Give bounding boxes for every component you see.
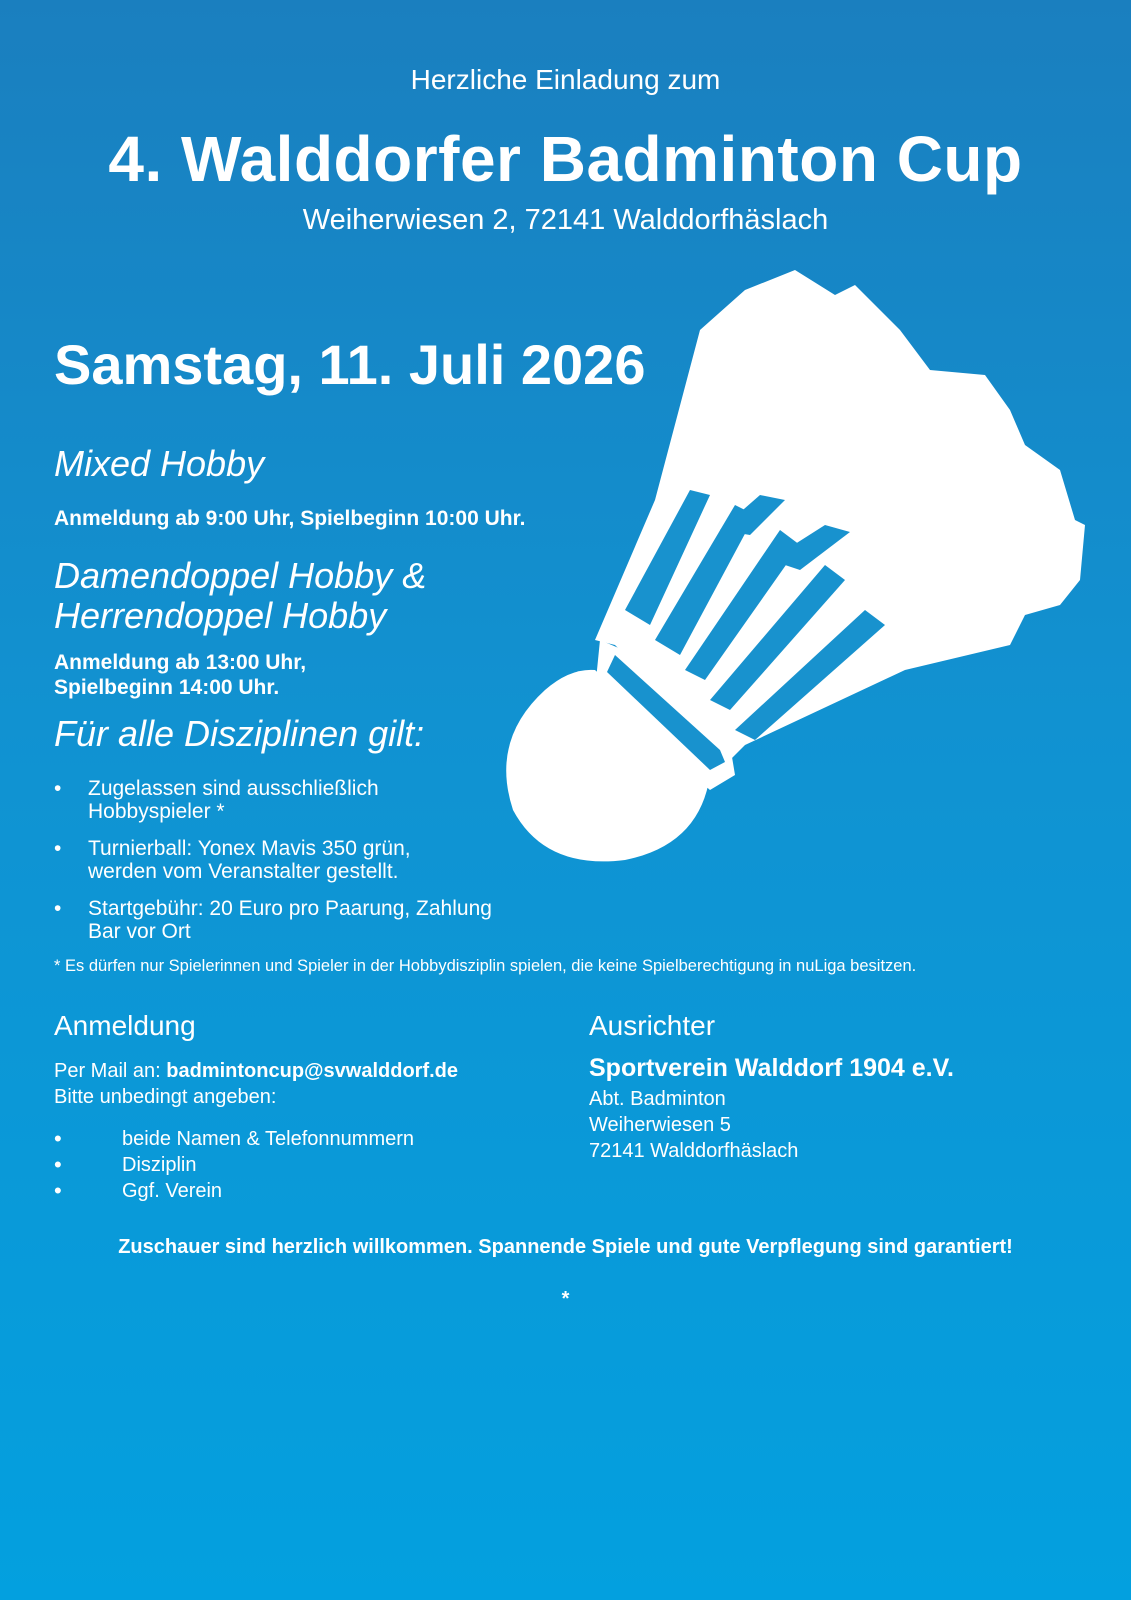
registration-item xyxy=(54,1178,222,1204)
rule-text xyxy=(88,897,492,943)
venue-address: Weiherwiesen 2, 72141 Walddorfhäslach xyxy=(302,204,829,236)
rule-line: Turnierball: Yonex Mavis 350 grün, xyxy=(88,837,411,860)
rule-line: werden vom Veranstalter gestellt. xyxy=(88,860,399,883)
discipline-name-line: Damendoppel Hobby & xyxy=(54,555,427,596)
organizer-street: Weiherwiesen 5 xyxy=(589,1114,731,1136)
organizer-city: 72141 Walddorfhäslach xyxy=(589,1140,799,1162)
event-date: Samstag, 11. Juli 2026 xyxy=(54,333,646,396)
rule-line: Zugelassen sind ausschließlich xyxy=(88,777,379,800)
rules-footnote: * Es dürfen nur Spielerinnen und Spieler in der Hobbydisziplin spielen, die keine Spielberechtigung in nuLiga besitzen. xyxy=(54,957,917,975)
invite-line: Herzliche Einladung zum xyxy=(410,64,721,95)
discipline-name xyxy=(54,556,426,636)
bullet-icon: • xyxy=(54,777,62,800)
schedule-line: Anmeldung ab 13:00 Uhr, xyxy=(54,651,307,674)
schedule-line: Spielbeginn 14:00 Uhr. xyxy=(54,676,280,699)
organizer-department: Abt. Badminton xyxy=(589,1088,726,1110)
rules-heading: Für alle Disziplinen gilt: xyxy=(54,713,425,754)
rule-line: Bar vor Ort xyxy=(88,920,191,943)
discipline-name-line: Herrendoppel Hobby xyxy=(54,595,387,636)
registration-item xyxy=(54,1152,196,1178)
registration-item-text: beide Namen & Telefonnummern xyxy=(122,1128,415,1150)
rule-line: Hobbyspieler * xyxy=(88,800,225,823)
mail-address-link[interactable]: badmintoncup@svwalddorf.de xyxy=(166,1060,459,1082)
closing-note: Zuschauer sind herzlich willkommen. Spannende Spiele und gute Verpflegung sind garantiert! xyxy=(118,1236,1013,1258)
bullet-icon: • xyxy=(54,1152,62,1177)
registration-item xyxy=(54,1126,414,1152)
bullet-icon: • xyxy=(54,1178,62,1203)
bullet-icon: • xyxy=(54,1126,62,1151)
registration-heading: Anmeldung xyxy=(54,1010,196,1041)
registration-item-text: Ggf. Verein xyxy=(122,1180,223,1202)
rule-line: Startgebühr: 20 Euro pro Paarung, Zahlung xyxy=(88,897,492,920)
organizer-heading: Ausrichter xyxy=(589,1010,716,1041)
bullet-icon: • xyxy=(54,837,62,860)
rule-item xyxy=(54,897,554,943)
discipline-schedule: Anmeldung ab 9:00 Uhr, Spielbeginn 10:00 Uhr. xyxy=(54,507,526,530)
registration-hint: Bitte unbedingt angeben: xyxy=(54,1086,277,1108)
rule-text xyxy=(88,777,379,823)
organizer-name: Sportverein Walddorf 1904 e.V. xyxy=(589,1054,954,1082)
discipline-schedule xyxy=(54,650,306,700)
bullet-icon: • xyxy=(54,897,62,920)
event-title: 4. Walddorfer Badminton Cup xyxy=(108,123,1023,195)
discipline-name: Mixed Hobby xyxy=(54,443,265,484)
rule-text xyxy=(88,837,411,883)
rule-item xyxy=(54,837,554,883)
registration-item-text: Disziplin xyxy=(122,1154,197,1176)
mail-prefix: Per Mail an: xyxy=(54,1060,167,1082)
rule-item xyxy=(54,777,554,823)
footer-star: * xyxy=(561,1288,570,1310)
registration-mail xyxy=(54,1058,458,1084)
